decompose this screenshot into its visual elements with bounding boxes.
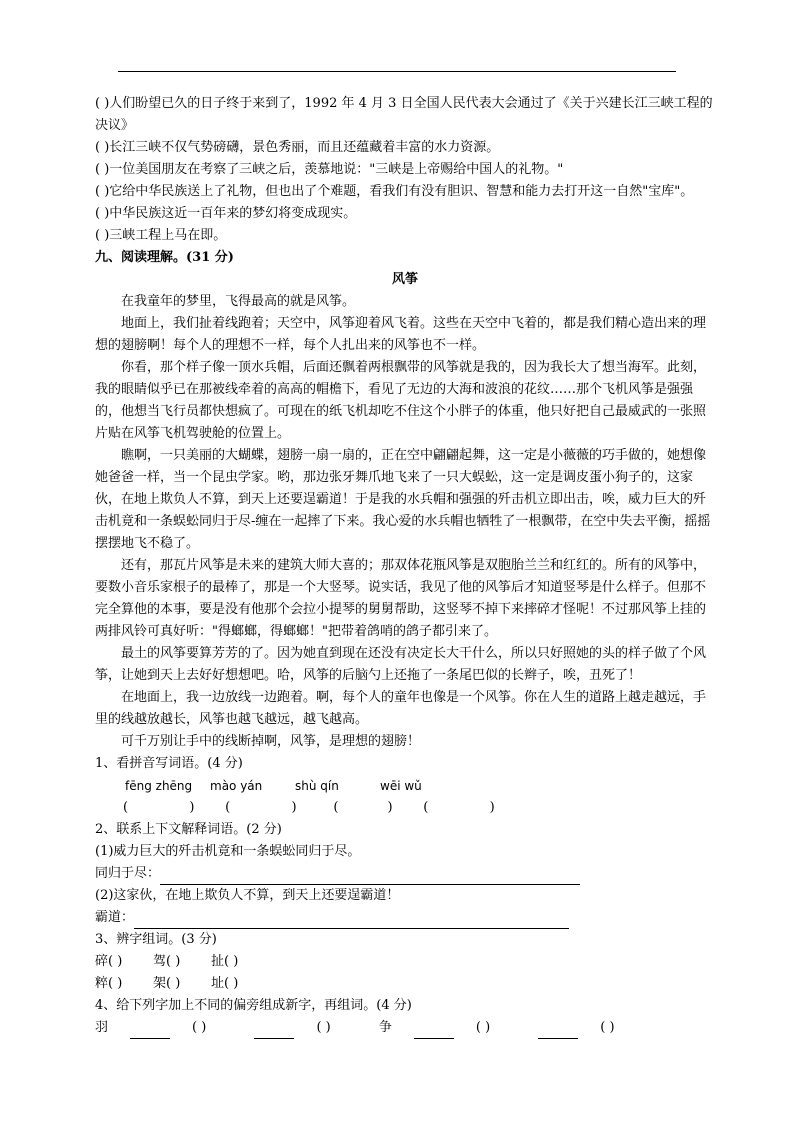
- radical-row: [95, 1017, 715, 1039]
- paragraph: 在地面上，我一边放线一边跑着。啊，每个人的童年也像是一个风筝。你在人生的道路上越走越远，手里的线越放越长，风筝也越飞越远，越飞越高。: [95, 690, 707, 727]
- question-4-label: 4、给下列字加上不同的偏旁组成新字，再组词。(4 分): [95, 998, 412, 1013]
- char-item[interactable]: 驾( ): [153, 954, 181, 969]
- word-label: 同归于尽：: [95, 866, 161, 881]
- char-item[interactable]: 址( ): [211, 976, 239, 991]
- order-item: ( )长江三峡不仅气势磅礴，景色秀丽，而且还蕴藏着丰富的水力资源。: [95, 140, 500, 155]
- char-item[interactable]: 架( ): [153, 976, 181, 991]
- order-item: ( )它给中华民族送上了礼物，但也出了个难题，看我们有没有胆识、智慧和能力去打开这一自然"宝库"。: [95, 184, 694, 199]
- pinyin-item: wēi wǔ: [380, 779, 422, 793]
- char-item[interactable]: 粹( ): [95, 976, 123, 991]
- question-2-answer-2: [95, 907, 715, 929]
- answer-line[interactable]: [134, 914, 569, 929]
- answer-parens[interactable]: ( ) ( ) ( ) ( ): [123, 800, 495, 815]
- char-row-2: [95, 973, 715, 995]
- pinyin-item: mào yán: [210, 779, 263, 793]
- pinyin-item: shù qín: [295, 779, 339, 793]
- char-item[interactable]: 碎( ): [95, 954, 123, 969]
- order-item: ( )三峡工程上马在即。: [95, 228, 227, 243]
- order-item: ( )中华民族这近一百年来的梦幻将变成现实。: [95, 206, 357, 221]
- question-2-sentence-1: (1)威力巨大的歼击机竟和一条蜈蚣同归于尽。: [95, 844, 361, 859]
- word-label: 霸道：: [95, 910, 135, 925]
- paragraph: 可千万别让手中的线断掉啊，风筝，是理想的翅膀！: [121, 734, 421, 749]
- question-2-answer-1: [95, 863, 715, 885]
- question-1-label: 1、看拼音写词语。(4 分): [95, 756, 243, 771]
- section-title: 九、阅读理解。(31 分): [95, 250, 234, 265]
- char-row-1: [95, 951, 715, 973]
- char-item[interactable]: 扯( ): [211, 954, 239, 969]
- paragraph: 瞧啊，一只美丽的大蝴蝶，翅膀一扇一扇的，正在空中翩翩起舞，这一定是小薇薇的巧手做的，她想像她爸爸一样，当一个昆虫学家。哟，那边张牙舞爪地飞来了一只大蜈蚣，这一定是调皮蛋小狗子的，这家伙，在地上欺负人不算，到天上还要逞霸道！于是我的水兵帽和强强的歼击机立即出击，唉，威力巨大的歼击机竟和一条蜈蚣同归于尽-缠在一起摔了下来。我心爱的水兵帽也牺牲了一根飘带，在空中失去平衡，摇摇摆摆地飞不稳了。: [95, 448, 711, 551]
- paragraph: 地面上，我们扯着线跑着；天空中，风筝迎着风飞着。这些在天空中飞着的，都是我们精心造出来的理想的翅膀啊！每个人的理想不一样，每个人扎出来的风筝也不一样。: [95, 316, 707, 353]
- question-3-label: 3、辨字组词。(3 分): [95, 932, 217, 947]
- paragraph: 在我童年的梦里，飞得最高的就是风筝。: [121, 294, 356, 309]
- char-2: 争 ( ): [379, 1020, 512, 1035]
- order-item: ( )一位美国朋友在考察了三峡之后，羡慕地说："三峡是上帝赐给中国人的礼物。": [95, 162, 564, 177]
- paragraph: 还有，那瓦片风筝是未来的建筑大师大喜的；那双体花瓶风筝是双胞胎兰兰和红红的。所有的风筝中，要数小音乐家根子的最棒了，那是一个大竖琴。说实话，我见了他的风筝后才知道竖琴是什么样子。但那不完全算他的本事，要是没有他那个会拉小提琴的舅舅帮助，这竖琴不掉下来摔碎才怪呢！不过那风筝上挂的两排风铃可真好听："得螂螂，得螂螂！"把带着鸽哨的鸽子都引来了。: [95, 558, 707, 639]
- worksheet-content: [95, 93, 715, 1039]
- header-rule: [118, 71, 676, 72]
- pinyin-row: [95, 775, 715, 797]
- paragraph: 你看，那个样子像一顶水兵帽，后面还飘着两根飘带的风筝就是我的，因为我长大了想当海军。此刻，我的眼睛似乎已在那被线牵着的高高的帽檐下，看见了无边的大海和波浪的花纹……那个飞机风筝是强强的，他想当飞行员都快想疯了。可现在的纸飞机却吃不住这个小胖子的体重，他只好把自己最威武的一张照片贴在风筝飞机驾驶舱的位置上。: [95, 360, 707, 441]
- article-title: 风筝: [391, 272, 418, 287]
- question-2-label: 2、联系上下文解释词语。(2 分): [95, 822, 282, 837]
- char-1: 羽 ( ): [95, 1020, 228, 1035]
- pinyin-item: fēng zhēng: [125, 779, 193, 793]
- blank-1[interactable]: ( ): [254, 1020, 352, 1035]
- paragraph: 最土的风筝要算芳芳的了。因为她直到现在还没有决定长大干什么，所以只好照她的头的样子做了个风筝，让她到天上去好好想想吧。哈，风筝的后脑勺上还拖了一条尾巴似的长辫子，唉，丑死了！: [95, 646, 707, 683]
- blank-2[interactable]: ( ): [538, 1020, 636, 1035]
- answer-line[interactable]: [160, 870, 580, 885]
- question-2-sentence-2: (2)这家伙，在地上欺负人不算，到天上还要逞霸道！: [95, 888, 400, 903]
- order-item: ( )人们盼望已久的日子终于来到了，1992 年 4 月 3 日全国人民代表大会通过了《关于兴建长江三峡工程的决议》: [95, 96, 713, 133]
